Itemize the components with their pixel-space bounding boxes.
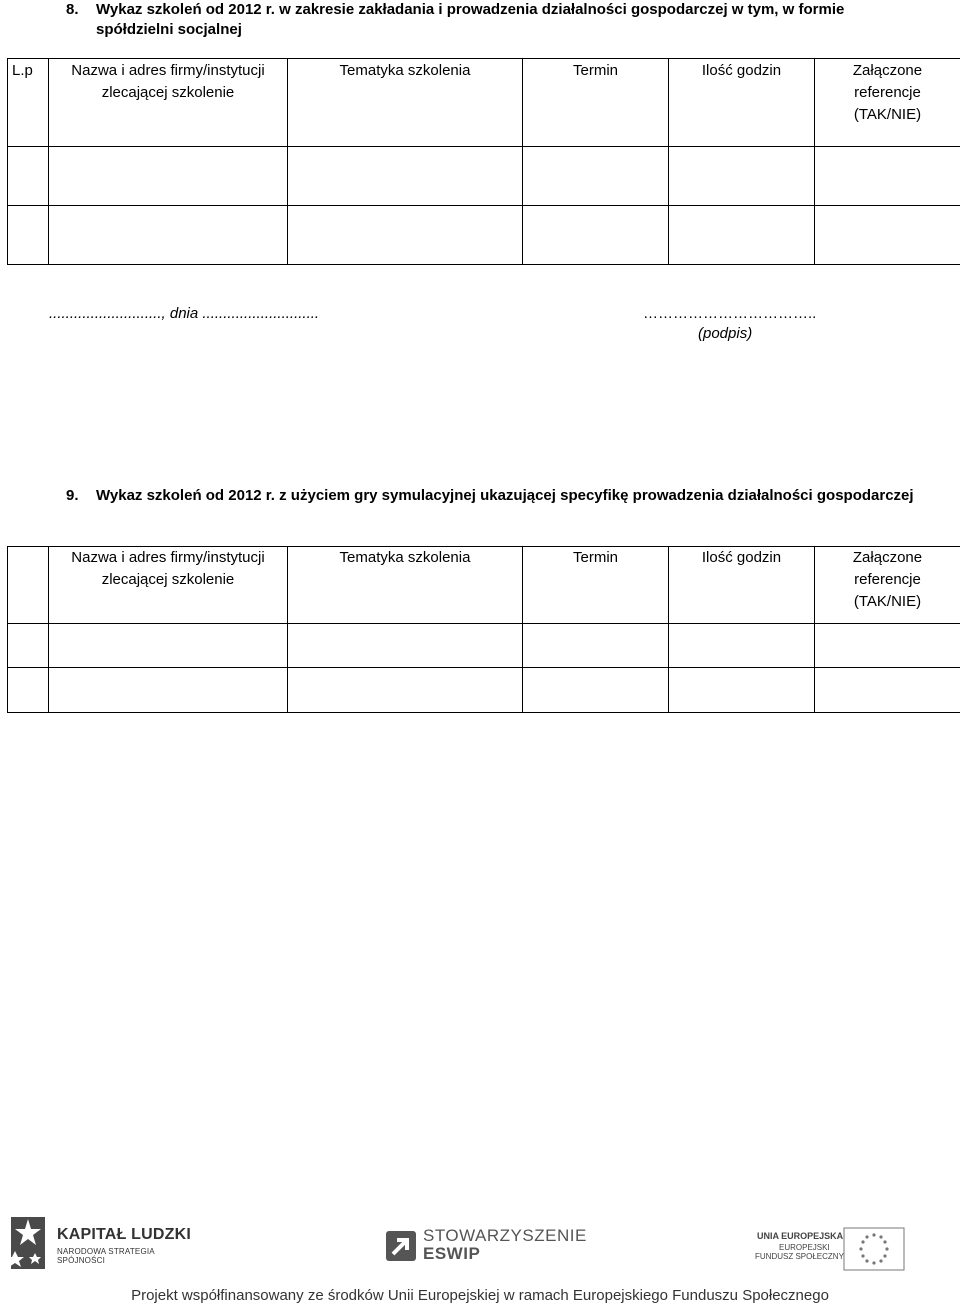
- table-cell[interactable]: [815, 206, 960, 265]
- table-cell[interactable]: [49, 624, 288, 668]
- kapital-ludzki-logo: [5, 1213, 195, 1273]
- eu-line2: EUROPEJSKI: [779, 1243, 830, 1252]
- table-cell[interactable]: [523, 668, 669, 713]
- table-cell[interactable]: [669, 624, 815, 668]
- signature-caption: (podpis): [698, 325, 753, 342]
- header-lp: [8, 547, 49, 624]
- section-9-table: [7, 546, 960, 713]
- table-cell[interactable]: [288, 147, 523, 206]
- section-8-title-line1: Wykaz szkoleń od 2012 r. w zakresie zakładania i prowadzenia działalności gospodarczej w tym, w formie: [96, 1, 845, 18]
- table-row: [8, 624, 960, 668]
- section-8-table: [7, 58, 960, 265]
- table-cell[interactable]: [288, 624, 523, 668]
- table-cell[interactable]: [815, 624, 960, 668]
- place-date-line: ..........................., dnia ............................: [49, 305, 320, 322]
- table-cell[interactable]: [8, 668, 49, 713]
- project-funding-text: Projekt współfinansowany ze środków Unii Europejskiej w ramach Europejskiego Funduszu Społecznego: [131, 1287, 829, 1304]
- header-ilosc: Ilość godzin: [669, 59, 815, 147]
- section-9-title-text: Wykaz szkoleń od 2012 r. z użyciem gry symulacyjnej ukazującej specyfikę prowadzenia działalności gospodarczej: [96, 487, 914, 504]
- table-cell[interactable]: [815, 668, 960, 713]
- table-cell[interactable]: [8, 624, 49, 668]
- table-header-row: [8, 59, 960, 147]
- kapital-ludzki-subtitle: NARODOWA STRATEGIA SPÓJNOŚCI: [57, 1247, 155, 1265]
- table-cell[interactable]: [523, 206, 669, 265]
- section-8-number: 8.: [66, 1, 79, 18]
- header-nazwa: Nazwa i adres firmy/instytucji zlecającej szkolenie: [49, 59, 288, 147]
- section-9-title: [66, 486, 946, 506]
- header-zalaczone: Załączone referencje (TAK/NIE): [815, 547, 960, 624]
- table-cell[interactable]: [523, 147, 669, 206]
- table-row: [8, 206, 960, 265]
- header-tematyka: Tematyka szkolenia: [288, 547, 523, 624]
- table-row: [8, 147, 960, 206]
- table-cell[interactable]: [49, 668, 288, 713]
- table-cell[interactable]: [523, 624, 669, 668]
- header-tematyka: Tematyka szkolenia: [288, 59, 523, 147]
- table-cell[interactable]: [669, 147, 815, 206]
- header-ilosc: Ilość godzin: [669, 547, 815, 624]
- header-lp: L.p: [8, 59, 49, 147]
- eu-flag-icon: [843, 1227, 905, 1271]
- table-cell[interactable]: [815, 147, 960, 206]
- eu-line1: UNIA EUROPEJSKA: [757, 1231, 844, 1241]
- eu-logo: [755, 1227, 955, 1271]
- table-cell[interactable]: [8, 206, 49, 265]
- section-8-title-line2: spółdzielni socjalnej: [96, 21, 242, 38]
- table-cell[interactable]: [288, 206, 523, 265]
- section-8-title: [66, 0, 936, 40]
- header-termin: Termin: [523, 59, 669, 147]
- signature-line: ……………………………..: [643, 305, 817, 322]
- header-zalaczone: Załączone referencje (TAK/NIE): [815, 59, 960, 147]
- kapital-ludzki-star-icon: [5, 1213, 49, 1273]
- eswip-logo: [383, 1222, 587, 1266]
- section-9-number: 9.: [66, 487, 79, 504]
- table-cell[interactable]: [8, 147, 49, 206]
- table-cell[interactable]: [49, 206, 288, 265]
- eswip-line1: STOWARZYSZENIE: [423, 1226, 587, 1245]
- header-nazwa: Nazwa i adres firmy/instytucji zlecającej szkolenie: [49, 547, 288, 624]
- header-termin: Termin: [523, 547, 669, 624]
- table-header-row: [8, 547, 960, 624]
- kapital-ludzki-title: KAPITAŁ LUDZKI: [57, 1226, 192, 1243]
- eswip-arrow-icon: [385, 1230, 417, 1262]
- table-cell[interactable]: [669, 668, 815, 713]
- table-cell[interactable]: [288, 668, 523, 713]
- table-cell[interactable]: [49, 147, 288, 206]
- table-cell[interactable]: [669, 206, 815, 265]
- eswip-line2: ESWIP: [423, 1244, 481, 1263]
- eu-line3: FUNDUSZ SPOŁECZNY: [755, 1252, 844, 1261]
- table-row: [8, 668, 960, 713]
